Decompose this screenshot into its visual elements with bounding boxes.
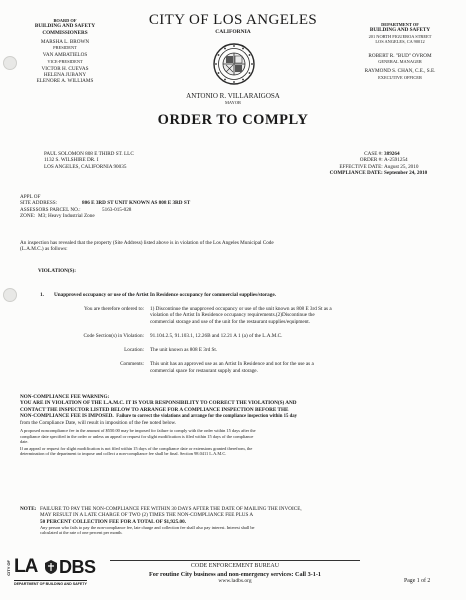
exec-name: RAYMOND S. CHAN, C.E., S.E.: [364, 68, 436, 75]
page-number: Page 1 of 2: [404, 578, 431, 584]
noncompliance-line: YOU ARE IN VIOLATION OF THE L.A.M.C. IT IS YOUR RESPONSIBILITY TO CORRECT THE VIOLATION(S) AND: [20, 400, 297, 407]
logo-city-vertical: CITY OF: [6, 560, 11, 576]
case-value: 389264: [384, 151, 400, 157]
noncompliance-line: CONTACT THE INSPECTOR LISTED BELOW TO ARRANGE FOR A COMPLIANCE INSPECTION BEFORE THE: [20, 406, 289, 413]
mayor-name: ANTONIO R. VILLARAIGOSA: [186, 92, 280, 100]
logo-subtitle: DEPARTMENT OF BUILDING AND SAFETY: [14, 582, 87, 586]
note-line: FAILURE TO PAY THE NON-COMPLIANCE FEE WITHIN 30 DAYS AFTER THE DATE OF MAILING THE INVOICE,: [40, 506, 302, 512]
footer-services: For routine City business and non-emergency services: Call 3-1-1: [149, 570, 321, 578]
city-header: [140, 12, 326, 36]
ordered-line: violation of the Artist In Residence occupancy requirements.(2)Discontinue the: [150, 312, 315, 319]
board-title-3: COMMISSIONERS: [42, 29, 88, 36]
gm-title: GENERAL MANAGER: [378, 59, 422, 65]
location-label: Location:: [124, 347, 144, 354]
note-text: [40, 506, 302, 535]
code-text: 91.104.2.5, 91.103.1, 12.26B and 12.21 A 1 (a) of the L.A.M.C.: [150, 332, 283, 339]
appeal-paragraph: [20, 446, 460, 456]
effective-date-value: August 25, 2010: [384, 163, 419, 170]
noncompliance-heading: NON-COMPLIANCE FEE WARNING:: [20, 394, 110, 400]
comments-label: Comments:: [120, 361, 144, 368]
fee-line: A proposed noncompliance fee in the amount of $550.00 may be imposed for failure to comply with the order within 15 days after the: [20, 428, 256, 434]
violation-number: 1.: [40, 292, 44, 298]
fee-paragraph: [20, 428, 460, 444]
dept-title-2: BUILDING AND SAFETY: [369, 27, 431, 34]
ordered-row: [40, 306, 460, 325]
footer-website[interactable]: www.ladbs.org: [218, 578, 252, 584]
document-title: ORDER TO COMPLY: [157, 112, 309, 128]
note-line: calculated at the rate of one percent per month.: [40, 530, 123, 536]
footer-bureau: CODE ENFORCEMENT BUREAU: [190, 563, 280, 569]
recipient-line: LOS ANGELES, CALIFORNIA 90035: [44, 163, 127, 170]
intro-line: An inspection has revealed that the property (Site Address) listed above is in violation of the Los Angeles Municipal Code: [20, 240, 274, 246]
note-section: [20, 506, 460, 535]
ordered-line: 1) Discontinue the unapproved occupancy or use of the unit known as 808 E 3rd St as a: [150, 306, 332, 312]
zone-row: [20, 213, 340, 219]
recipient-line: PAUL SOLOMON 808 E THIRD ST. LLC: [44, 151, 134, 157]
board-title-2: BUILDING AND SAFETY: [34, 23, 96, 30]
noncompliance-line: from the Compliance Date, will result in imposition of the fee noted below.: [20, 420, 177, 427]
department-block: [344, 22, 456, 80]
violations-heading: VIOLATION(S):: [38, 268, 76, 274]
city-name: CITY OF LOS ANGELES: [148, 12, 318, 28]
ordered-line: commercial storage and use of the unit for the restaurant supplies/equipment.: [150, 318, 311, 325]
comments-text: [150, 361, 314, 374]
effective-date-label: EFFECTIVE DATE:: [339, 163, 383, 170]
code-label: Code Section(s) in Violation:: [83, 332, 144, 339]
compliance-date-row: [300, 170, 458, 176]
note-line: MAY RESULT IN A LATE CHARGE OF TWO (2) TIMES THE NON-COMPLIANCE FEE PLUS A: [40, 512, 254, 519]
intro-line: (L.A.M.C.) as follows:: [20, 246, 68, 253]
note-line: 50 PERCENT COLLECTION FEE FOR A TOTAL OF $1,925.00.: [40, 518, 186, 525]
case-info: [300, 151, 458, 176]
ordered-text: [150, 306, 332, 325]
board-member-title: PRESIDENT: [53, 45, 77, 51]
ladbs-logo: [6, 556, 106, 596]
recipient-address: [44, 151, 244, 170]
note-line: Any person who fails to pay the non-compliance fee, late charge and collection fee shall also pay interest. Interest shall be: [40, 524, 255, 530]
zone-label: ZONE:: [20, 212, 36, 219]
property-block: [20, 194, 340, 219]
comments-line: commercial space for restaurant supply and storage.: [150, 367, 258, 374]
mayor-title: MAYOR: [225, 100, 241, 105]
logo-la: LA: [14, 556, 38, 577]
note-label: NOTE:: [20, 506, 37, 512]
comments-row: [40, 361, 460, 374]
compliance-date-value: September 24, 2010: [384, 169, 428, 176]
mayor-block: [150, 92, 316, 105]
dept-title: DEPARTMENT OF: [381, 22, 419, 27]
footer-rule: [110, 560, 360, 561]
logo-emblem-icon: [44, 559, 58, 575]
recipient-line: 1132 S. WILSHIRE DR. I: [44, 157, 99, 164]
appeal-line: determination of the department to impose and collect a non-compliance fee shall be final. Section 98.0411 L.A.M.C.: [20, 451, 227, 457]
board-member-title: VICE-PRESIDENT: [47, 58, 83, 64]
order-value: A-2591254: [384, 157, 408, 164]
city-seal-icon: [213, 38, 255, 90]
appeal-line: If an appeal or request for slight modification is not filed within 15 days of the compliance date or extensions granted therefrom, the: [20, 446, 253, 452]
fee-line: compliance date specified in the order or unless an appeal or request for slight modification is filed within 15 days of the compliance: [20, 433, 254, 439]
board-member: MARSHA L. BROWN: [40, 38, 90, 45]
board-member: VICTOR H. CUEVAS: [41, 65, 89, 72]
parcel-number: 5163-015-028: [102, 206, 132, 213]
violation-title-row: [40, 292, 460, 298]
location-text: The unit known as 808 E 3rd St.: [150, 347, 218, 354]
parcel-label: ASSESSORS PARCEL NO.:: [20, 206, 81, 213]
noncompliance-bold: NON-COMPLIANCE FEE IS IMPOSED.: [20, 412, 114, 419]
logo-dbs: DBS: [59, 557, 96, 577]
board-member: ELENORE A. WILLIAMS: [36, 78, 94, 85]
compliance-date-label: COMPLIANCE DATE:: [329, 169, 383, 176]
zone-value: M3; Heavy Industrial Zone: [38, 212, 95, 219]
violation-details: [40, 306, 460, 374]
exec-title: EXECUTIVE OFFICER: [378, 74, 422, 80]
board-of-commissioners: [16, 18, 114, 85]
punch-hole-top: [3, 56, 17, 70]
board-member: VAN AMBATIELOS: [42, 52, 88, 59]
noncompliance-section: [20, 394, 460, 457]
board-title: BOARD OF: [53, 18, 77, 23]
order-label: ORDER #:: [359, 157, 383, 164]
fee-line: date.: [20, 438, 29, 444]
punch-hole-middle: [3, 288, 17, 302]
city-state: CALIFORNIA: [215, 29, 251, 35]
intro-text: [20, 240, 450, 253]
case-label: CASE #:: [364, 151, 383, 157]
appl-of: APPL OF: [20, 194, 41, 200]
noncompliance-tail: Failure to correct the violations and arrange for the compliance inspection within 15 day: [116, 413, 298, 419]
dept-address-2: LOS ANGELES, CA 90012: [375, 38, 425, 44]
board-member: HELENA JUBANY: [43, 72, 87, 79]
code-row: [40, 333, 460, 339]
site-address: 806 E 3RD ST UNIT KNOWN AS 808 E 3RD ST: [82, 200, 191, 207]
comments-line: This unit has an approved use as an Artist In Residence and not for the use as a: [150, 361, 314, 368]
ordered-label: You are therefore ordered to:: [84, 306, 144, 312]
note-row: [20, 506, 460, 535]
footer-center: [100, 560, 370, 585]
violation-title: Unapproved occupancy or use of the Artist In Residence occupancy for commercial supplies/storage.: [54, 292, 276, 298]
gm-name: ROBERT R. "BUD" OVROM: [368, 52, 432, 59]
location-row: [40, 347, 460, 353]
site-address-label: SITE ADDRESS:: [20, 200, 58, 207]
dept-address-1: 201 NORTH FIGUEROA STREET: [368, 33, 432, 39]
